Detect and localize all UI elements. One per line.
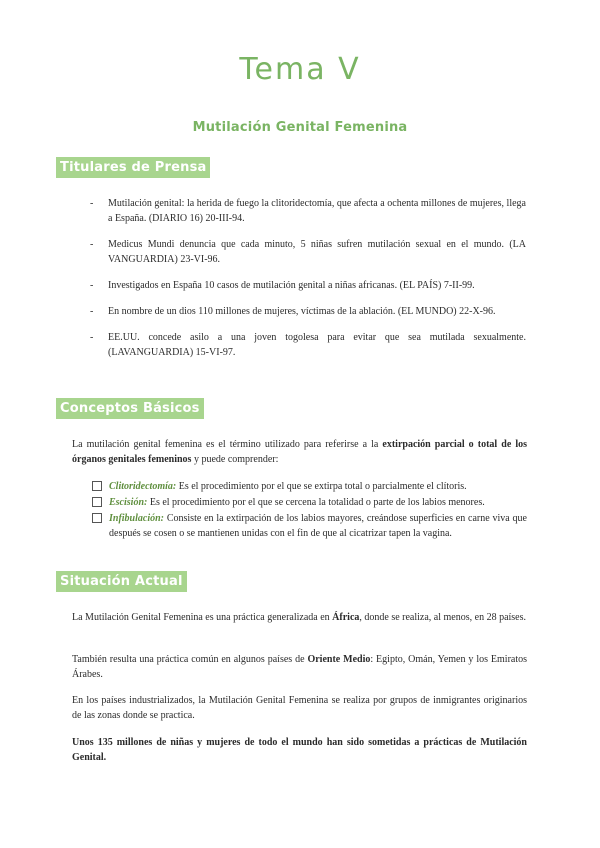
checkbox-icon — [92, 481, 102, 491]
list-item — [90, 237, 526, 267]
headline-text: Medicus Mundi denuncia que cada minuto, 5 niñas sufren mutilación sexual en el mundo. (LA VANGUARDIA) 23-VI-96. — [108, 239, 526, 265]
paragraph-text-end: : Egipto, Omán, Yemen y los Emiratos Árabes. — [72, 654, 528, 680]
checkbox-icon — [92, 497, 102, 507]
situacion-paragraph-2 — [72, 652, 527, 682]
definition-text: Consiste en la extirpación de los labios mayores, creándose superficies en carne viva que después se cosen o se mantienen unidas con el fin de que al cicatrizar tapen la vagina. — [109, 513, 527, 539]
paragraph-emphasis: África — [332, 612, 360, 623]
definitions-list — [92, 479, 527, 542]
paragraph-emphasis: Oriente Medio — [307, 654, 371, 665]
section-heading-situacion: Situación Actual — [56, 571, 187, 592]
bullet-dash: - — [90, 198, 94, 209]
section-heading-titulares: Titulares de Prensa — [56, 157, 210, 178]
headlines-list — [90, 196, 526, 371]
situacion-paragraph-1 — [72, 610, 527, 625]
definition-term: Infibulación: — [109, 513, 165, 524]
definition-text: Es el procedimiento por el que se cercena la totalidad o parte de los labios menores. — [147, 497, 485, 508]
definition-term: Escisión: — [109, 497, 148, 508]
bullet-dash: - — [90, 239, 94, 250]
bullet-dash: - — [90, 306, 94, 317]
headline-text: Mutilación genital: la herida de fuego la clitoridectomía, que afecta a ochenta millones de mujeres, llega a España. (DIARIO 16) 20-III-94. — [108, 198, 526, 224]
definition-item — [92, 511, 527, 541]
page-subtitle: Mutilación Genital Femenina — [192, 120, 408, 135]
headline-text: En nombre de un dios 110 millones de mujeres, víctimas de la ablación. (EL MUNDO) 22-X-96. — [108, 306, 496, 317]
definition-text: Es el procedimiento por el que se extirpa total o parcialmente el clítoris. — [176, 481, 467, 492]
headline-text: EE.UU. concede asilo a una joven togolesa para evitar que sea mutilada sexualmente. (LAVANGUARDIA) 15-VI-97. — [108, 332, 526, 358]
paragraph-text-end: , donde se realiza, al menos, en 28 países. — [359, 612, 527, 623]
conceptos-intro — [72, 437, 527, 467]
intro-text-end: y puede comprender: — [191, 454, 279, 465]
list-item — [90, 278, 526, 293]
bullet-dash: - — [90, 280, 94, 291]
list-item — [90, 330, 526, 360]
list-item — [90, 196, 526, 226]
section-heading-conceptos: Conceptos Básicos — [56, 398, 204, 419]
definition-item — [92, 495, 527, 510]
intro-emphasis: extirpación parcial o total de los órganos genitales femeninos — [72, 439, 527, 465]
checkbox-icon — [92, 513, 102, 523]
bullet-dash: - — [90, 332, 94, 343]
definition-term: Clitoridectomía: — [109, 481, 177, 492]
page-title: Tema V — [239, 52, 361, 87]
situacion-paragraph-3: En los países industrializados, la Mutilación Genital Femenina se realiza por grupos de inmigrantes originarios de las zonas donde se practica. — [72, 695, 527, 721]
paragraph-text: La Mutilación Genital Femenina es una práctica generalizada en — [72, 612, 333, 623]
situacion-highlight: Unos 135 millones de niñas y mujeres de todo el mundo han sido sometidas a prácticas de Mutilación Genital. — [72, 737, 527, 763]
headline-text: Investigados en España 10 casos de mutilación genital a niñas africanas. (EL PAÍS) 7-II-99. — [108, 280, 475, 291]
list-item — [90, 304, 526, 319]
definition-item — [92, 479, 527, 494]
paragraph-text: También resulta una práctica común en algunos países de — [72, 654, 308, 665]
intro-text: La mutilación genital femenina es el término utilizado para referirse a la — [72, 439, 383, 450]
